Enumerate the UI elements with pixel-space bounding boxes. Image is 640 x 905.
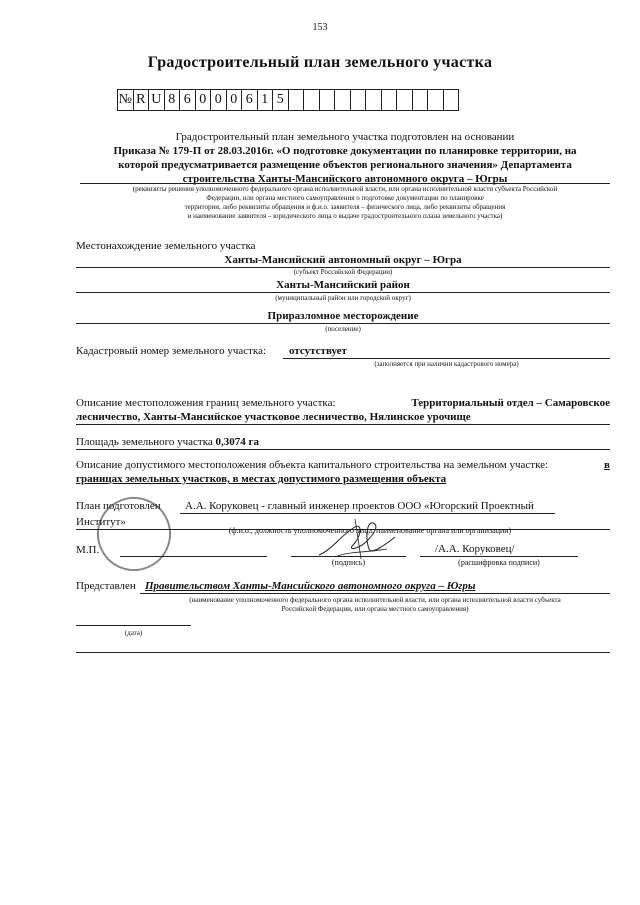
date-hint: (дата) — [124, 629, 143, 637]
prepared-line-1 — [180, 513, 555, 514]
location-district: Ханты-Мансийский район — [276, 279, 410, 291]
location-settlement-line — [76, 323, 610, 324]
placement-block — [76, 459, 610, 486]
number-cell: 0 — [227, 90, 243, 110]
number-cell: № — [118, 90, 134, 110]
document-title: Градостроительный план земельного участка — [147, 54, 493, 71]
presented-label: Представлен — [76, 580, 136, 592]
decode-hint: (расшифровка подписи) — [458, 558, 540, 567]
number-cell: 6 — [180, 90, 196, 110]
page-number: 153 — [312, 22, 328, 33]
location-district-line — [76, 292, 610, 293]
number-cell: 1 — [258, 90, 274, 110]
number-cell — [382, 90, 398, 110]
basis-hint — [75, 185, 615, 221]
placement-value-2: границах земельных участков, в местах допустимого размещения объекта — [76, 473, 447, 485]
basis-hint-2: Федерации, или органа местного самоуправления о подготовке документации по планировке — [206, 194, 484, 202]
placement-label: Описание допустимого местоположения объекта капитального строительства на земельном участке: — [76, 459, 549, 471]
area-label: Площадь земельного участка — [76, 436, 213, 448]
location-settlement: Приразломное месторождение — [267, 310, 419, 322]
location-settlement-hint: (поселение) — [325, 325, 361, 333]
basis-line-2: которой предусматривается размещение объектов регионального значения» Департамента — [118, 159, 572, 171]
number-cell — [289, 90, 305, 110]
area-line — [76, 449, 610, 450]
boundaries-value-1: Территориальный отдел – Самаровское — [411, 397, 610, 409]
basis-hint-1: (реквизиты решения уполномоченного федерального органа исполнительной власти, или органа исполнительной власти субъекта Российской — [132, 185, 558, 193]
number-cell — [335, 90, 351, 110]
prepared-value-1: А.А. Коруковец - главный инженер проектов ООО «Югорский Проектный — [185, 500, 534, 512]
boundaries-label: Описание местоположения границ земельного участка: — [76, 397, 336, 409]
number-cell: R — [134, 90, 150, 110]
number-cell — [320, 90, 336, 110]
handwritten-signature — [315, 515, 405, 565]
number-cell: 0 — [211, 90, 227, 110]
number-cell — [397, 90, 413, 110]
stamp-text — [102, 510, 156, 535]
prepared-hint: (ф.и.о., должность уполномоченного лица, наименование органа или организации) — [228, 526, 512, 535]
cadastral-value: отсутствует — [289, 345, 347, 357]
presented-hint — [140, 596, 610, 614]
number-cell: 6 — [242, 90, 258, 110]
bottom-line — [76, 652, 610, 653]
number-cell — [428, 90, 444, 110]
plan-number-boxes — [117, 89, 459, 111]
cadastral-line — [283, 358, 610, 359]
basis-hint-3: территории, либо реквизиты обращения и ф.и.о. заявителя – физического лица, либо реквизиты обращения — [184, 203, 506, 211]
basis-line-1: Приказа № 179-П от 28.03.2016г. «О подготовке документации по планировке территории, на — [113, 145, 577, 157]
number-cell — [366, 90, 382, 110]
boundaries-line — [76, 424, 610, 425]
number-cell: 5 — [273, 90, 289, 110]
prepared-value-2: Институт» — [76, 516, 126, 528]
basis-line-3: строительства Ханты-Мансийского автономного округа – Югры — [182, 173, 508, 185]
number-cell — [304, 90, 320, 110]
number-cell: 8 — [165, 90, 181, 110]
location-label: Местонахождение земельного участка — [76, 240, 256, 252]
number-cell: 0 — [196, 90, 212, 110]
location-subject-hint: (субъект Российской Федерации) — [293, 268, 393, 276]
basis-intro: Градостроительный план земельного участка подготовлен на основании — [175, 131, 515, 143]
area-value: 0,3074 га — [215, 436, 260, 448]
boundaries-value-2: лесничество, Ханты-Мансийское участковое лесничество, Нялинское урочище — [76, 411, 471, 423]
location-district-hint: (муниципальный район или городской округ) — [275, 294, 411, 302]
signature-hint: (подпись) — [331, 558, 366, 567]
cadastral-label: Кадастровый номер земельного участка: — [76, 345, 267, 357]
decode-line — [420, 556, 578, 557]
prepared-label: План подготовлен — [76, 500, 161, 512]
basis-hint-4: и наименование заявителя – юридического лица о выдаче градостроительного плана земельного участка) — [187, 212, 503, 220]
location-subject: Ханты-Мансийский автономный округ – Югра — [224, 254, 462, 266]
date-line — [76, 625, 191, 626]
signature-decode: /А.А. Коруковец/ — [435, 543, 515, 555]
cadastral-hint: (заполняется при наличии кадастрового номера) — [374, 360, 519, 368]
presented-line — [140, 593, 610, 594]
placement-value-tail: в — [604, 459, 610, 471]
presented-hint-2: Российской Федерации, или органа местного самоуправления) — [281, 605, 469, 613]
boundaries-block — [76, 397, 610, 424]
mp-label: М.П. — [76, 544, 100, 556]
basis-underline — [80, 183, 610, 184]
number-cell — [351, 90, 367, 110]
basis-block — [80, 130, 610, 186]
area-block — [76, 436, 259, 449]
presented-value: Правительством Ханты-Мансийского автономного округа – Югры — [145, 580, 476, 592]
presented-hint-1: (наименование уполномоченного федерального органа исполнительной власти, или органа исполнительной власти субъекта — [189, 596, 561, 604]
number-cell: U — [149, 90, 165, 110]
number-cell — [444, 90, 459, 110]
number-cell — [413, 90, 429, 110]
